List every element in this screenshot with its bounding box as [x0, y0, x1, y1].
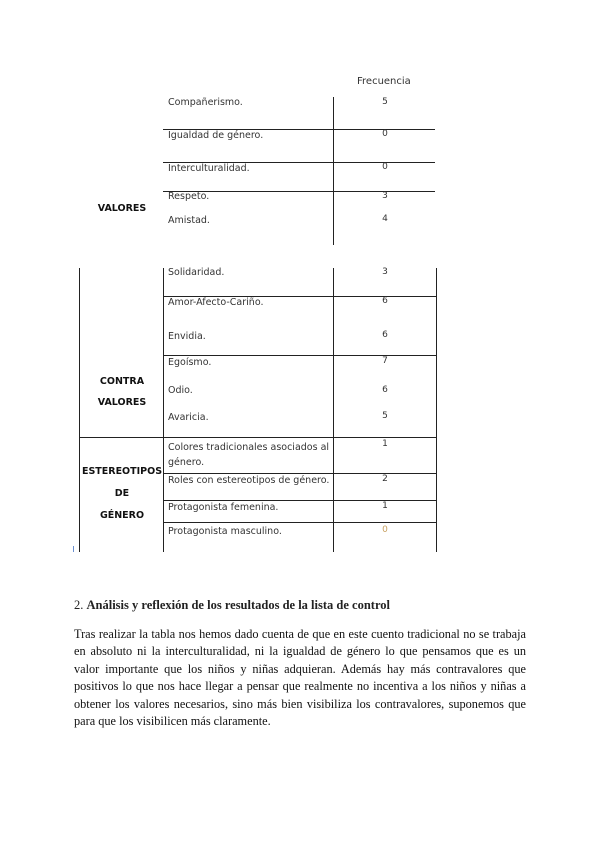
- table-row-item: Egoísmo.: [168, 357, 212, 368]
- section-title: Análisis y reflexión de los resultados de la lista de control: [86, 598, 390, 612]
- section-heading: [74, 598, 390, 613]
- table-row-item: Amistad.: [168, 215, 210, 226]
- table-row-item: Protagonista masculino.: [168, 526, 282, 537]
- table-row-frequency: 5: [382, 411, 388, 421]
- table-row-frequency: 5: [382, 97, 388, 107]
- table-border: [163, 522, 436, 523]
- text-cursor-mark: [73, 546, 74, 552]
- table-row-item: Interculturalidad.: [168, 163, 250, 174]
- table-row-frequency: 0: [382, 525, 388, 535]
- table-row-item-line: Colores tradicionales asociados al: [168, 442, 330, 453]
- table-row-frequency: 1: [382, 439, 388, 449]
- table-row-frequency: 6: [382, 330, 388, 340]
- table-row-item: [168, 440, 329, 470]
- group-label-line: DE: [114, 488, 130, 499]
- table-row-frequency: 4: [382, 214, 388, 224]
- table-row-item: Compañerismo.: [168, 97, 243, 108]
- table-row-frequency: 7: [382, 356, 388, 366]
- table-border: [333, 97, 334, 245]
- group-label-line: CONTRA: [99, 376, 145, 387]
- table-row-item-line: género.: [168, 457, 205, 468]
- table-row-item: Respeto.: [168, 191, 210, 202]
- table-row-frequency: 0: [382, 129, 388, 139]
- table-row-item: Solidaridad.: [168, 267, 225, 278]
- table-row-frequency: 3: [382, 191, 388, 201]
- table-row-item: Protagonista femenina.: [168, 502, 279, 513]
- table-border: [163, 355, 436, 356]
- group-label-line: ESTEREOTIPOS: [81, 466, 163, 477]
- table-border: [79, 437, 436, 438]
- group-label-estereotipos: [80, 461, 164, 527]
- table-row-item: Odio.: [168, 385, 193, 396]
- table-row-frequency: 2: [382, 474, 388, 484]
- group-label-line: GÉNERO: [99, 510, 145, 521]
- group-label-line: VALORES: [97, 397, 147, 408]
- table-row-item: Igualdad de género.: [168, 130, 264, 141]
- body-paragraph: Tras realizar la tabla nos hemos dado cuenta de que en este cuento tradicional no se trabaja en absoluto ni la interculturalidad, ni la igualdad de género lo que pensamos que es un valor importante que los niños y niñas adquieran. Además hay más contravalores que positivos lo que nos hace llegar a pensar que realmente no incentiva a los niños y niñas a obtener los valores necesarios, sino más bien visibiliza los contravalores, suponemos que para que los visibilicen más claramente.: [74, 627, 526, 729]
- table-row-frequency: 6: [382, 385, 388, 395]
- table-row-frequency: 1: [382, 501, 388, 511]
- group-label-contravalores: [80, 371, 164, 413]
- group-label-valores: VALORES: [97, 203, 147, 214]
- table-row-frequency: 6: [382, 296, 388, 306]
- table-border: [436, 268, 437, 552]
- section-number: 2.: [74, 598, 84, 612]
- table-row-frequency: 0: [382, 162, 388, 172]
- table-row-item: Roles con estereotipos de género.: [168, 475, 330, 486]
- table-border: [163, 473, 436, 474]
- table-row-item: Amor-Afecto-Cariño.: [168, 297, 264, 308]
- table-row-item: Avaricia.: [168, 412, 209, 423]
- table-row-frequency: 3: [382, 267, 388, 277]
- table-border: [163, 500, 436, 501]
- table-header-frecuencia: Frecuencia: [357, 76, 411, 87]
- table-row-item: Envidia.: [168, 331, 206, 342]
- table-border: [333, 268, 334, 552]
